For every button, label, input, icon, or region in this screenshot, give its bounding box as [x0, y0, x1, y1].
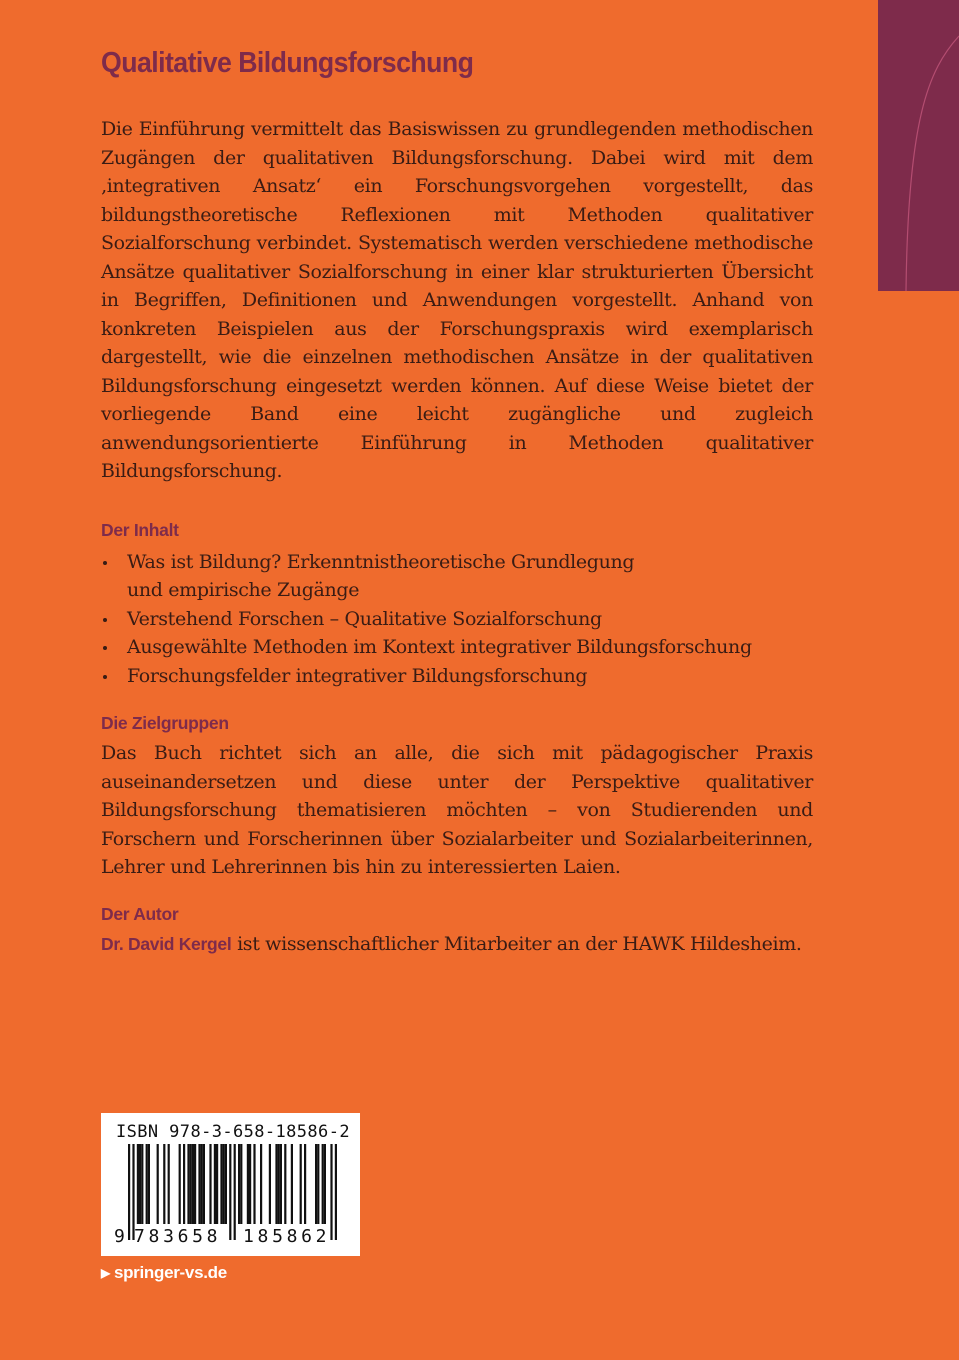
- barcode-bar: [163, 1144, 165, 1224]
- author-paragraph: [101, 930, 813, 959]
- barcode-bar: [198, 1144, 200, 1224]
- barcode-bar: [247, 1144, 249, 1224]
- barcode-bar: [253, 1144, 255, 1224]
- list-item: [101, 633, 813, 662]
- isbn-barcode-box: [101, 1113, 360, 1256]
- barcode-bar: [324, 1144, 326, 1224]
- barcode-digits-left: 783658: [134, 1226, 222, 1247]
- barcode-bar: [139, 1144, 141, 1224]
- barcode-bar: [275, 1144, 277, 1224]
- corner-accent-block: [878, 0, 959, 291]
- barcode-bar: [223, 1144, 225, 1224]
- zielgruppen-paragraph: Das Buch richtet sich an alle, die sich mit pädagogischer Praxis auseinandersetzen und diese unter der Perspektive qualitativer Bildungsforschung thematisieren möchten – von Studierenden und Forschern und Forscherinnen über Sozialarbeiter und Sozialarbeiterinnen, Lehrer und Lehrerinnen bis hin zu interessierten Laien.: [101, 742, 813, 878]
- barcode-digit-first: 9: [114, 1226, 129, 1247]
- barcode-bar: [238, 1144, 240, 1224]
- barcode-bar: [209, 1144, 211, 1224]
- intro-paragraph: Die Einführung vermittelt das Basiswissen zu grundlegenden methodischen Zugängen der qualitativen Bildungsforschung. Dabei wird mit dem ‚integrativen Ansatz‘ ein Forschungsvorgehen vorgestellt, das bildungstheoretische Reflexionen mit Methoden qualitativer Sozialforschung verbindet. Systematisch werden verschiedene methodische Ansätze qualitativer Sozialforschung in einer klar strukturierten Übersicht in Begriffen, Definitionen und Anwendungen vorgestellt. Anhand von konkreten Beispielen aus der Forschungspraxis wird exemplarisch dargestellt, wie die einzelnen methodischen Ansätze in der qualitativen Bildungsforschung eingesetzt werden können. Auf diese Weise bietet der vorliegende Band eine leicht zugängliche und zugleich anwendungsorientierte Einführung in Methoden qualitativer Bildungsforschung.: [101, 118, 813, 482]
- list-item-text: Was ist Bildung? Erkenntnistheoretische Grundlegung: [127, 550, 635, 573]
- barcode-bar: [146, 1144, 148, 1224]
- list-item: [101, 605, 813, 634]
- barcode-bar: [148, 1144, 150, 1224]
- barcode-bar: [220, 1144, 222, 1224]
- barcode-bar: [137, 1144, 139, 1224]
- list-item-text: Verstehend Forschen – Qualitative Sozialforschung: [127, 607, 602, 630]
- barcode-bar: [216, 1144, 218, 1224]
- list-item: [101, 662, 813, 691]
- barcode-bar: [214, 1144, 216, 1224]
- barcode-bar: [249, 1144, 251, 1224]
- barcode-bar: [201, 1144, 203, 1224]
- barcode-bar: [278, 1144, 280, 1224]
- list-item: [101, 548, 813, 605]
- barcode-bar: [317, 1144, 319, 1224]
- barcode-guard-bar: [229, 1144, 231, 1240]
- list-item-text: Forschungsfelder integrativer Bildungsforschung: [127, 664, 588, 687]
- barcode-bar: [190, 1144, 192, 1224]
- barcode-bar: [284, 1144, 286, 1224]
- play-arrow-icon: ▶: [101, 1266, 110, 1280]
- barcode-bar: [269, 1144, 271, 1224]
- barcode-guard-bar: [335, 1144, 337, 1240]
- barcode-bar: [280, 1144, 282, 1224]
- barcode-bar: [157, 1144, 159, 1224]
- heading-der-autor: Der Autor: [101, 903, 179, 924]
- corner-curve-decoration: [878, 0, 959, 291]
- barcode-bar: [240, 1144, 242, 1224]
- heading-der-inhalt: Der Inhalt: [101, 519, 179, 540]
- heading-die-zielgruppen: Die Zielgruppen: [101, 713, 229, 733]
- barcode-bar: [183, 1144, 185, 1224]
- barcode-bar: [322, 1144, 324, 1224]
- list-item-text: Ausgewählte Methoden im Kontext integrativer Bildungsforschung: [127, 636, 752, 658]
- barcode-bar: [291, 1144, 293, 1224]
- isbn-label: ISBN 978-3-658-18586-2: [116, 1122, 350, 1142]
- barcode-digits-right: 185862: [243, 1226, 331, 1247]
- website-text: springer-vs.de: [113, 1263, 227, 1282]
- author-description: ist wissenschaftlicher Mitarbeiter an der HAWK Hildesheim.: [231, 932, 802, 955]
- back-cover-text: [101, 44, 813, 958]
- publisher-website: [101, 1263, 227, 1283]
- barcode-bar: [168, 1144, 170, 1224]
- barcode-bar: [225, 1144, 227, 1224]
- barcode-bar: [315, 1144, 317, 1224]
- barcode-bar: [194, 1144, 196, 1224]
- barcode-guard-bar: [234, 1144, 236, 1240]
- barcode-bar: [260, 1144, 262, 1224]
- book-title: Qualitative Bildungsforschung: [101, 47, 474, 79]
- barcode-bar: [192, 1144, 194, 1224]
- author-name: Dr. David Kergel: [101, 933, 232, 954]
- list-item-text-continued: und empirische Zugänge: [127, 579, 360, 601]
- barcode-bar: [179, 1144, 181, 1224]
- barcode-bar: [141, 1144, 143, 1224]
- barcode-bar: [187, 1144, 189, 1224]
- content-list: [101, 548, 813, 691]
- barcode-bar: [203, 1144, 205, 1224]
- barcode-bar: [300, 1144, 302, 1224]
- barcode-guard-bar: [330, 1144, 332, 1240]
- barcode-bar: [304, 1144, 306, 1224]
